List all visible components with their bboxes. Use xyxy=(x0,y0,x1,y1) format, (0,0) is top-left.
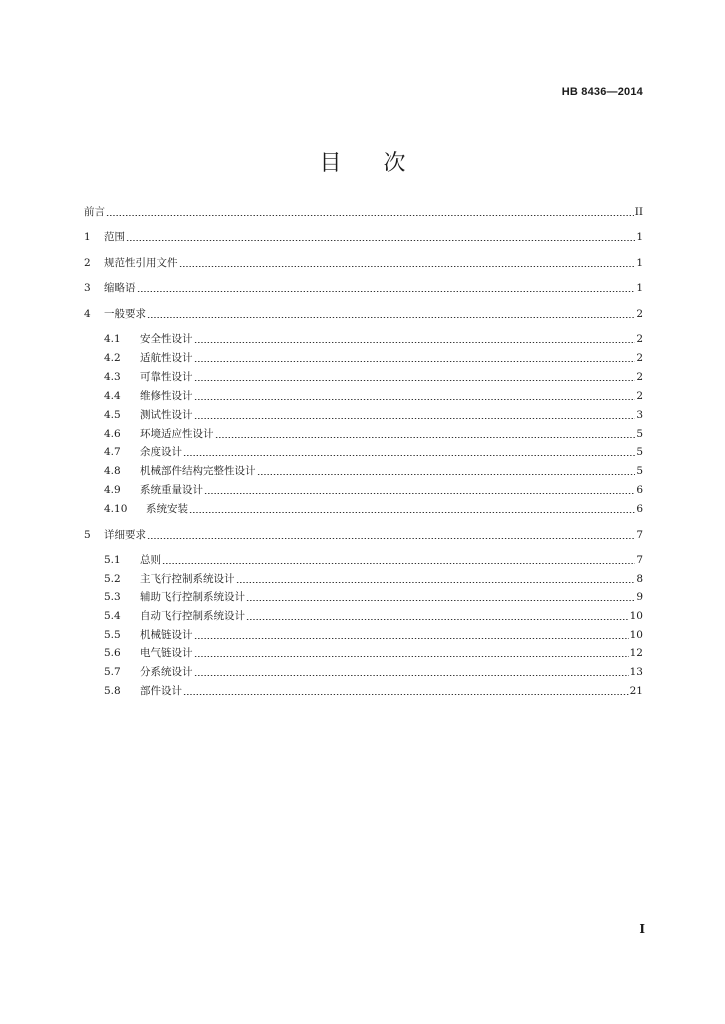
toc-entry-label: 维修性设计 xyxy=(140,390,193,402)
toc-entry[interactable] xyxy=(84,646,643,660)
toc-dot-leader xyxy=(194,675,629,676)
toc-entry-label: 范围 xyxy=(104,231,125,243)
toc-entry-number: 5.8 xyxy=(104,685,121,697)
page-number: I xyxy=(639,922,645,936)
toc-entry[interactable] xyxy=(84,408,643,422)
toc-entry-number: 4 xyxy=(84,308,91,320)
toc-entry[interactable] xyxy=(84,502,643,516)
toc-entry-page: 10 xyxy=(629,610,643,622)
toc-entry-number: 5.5 xyxy=(104,629,121,641)
toc-dot-leader xyxy=(194,399,636,400)
toc-entry[interactable] xyxy=(84,281,643,295)
toc-entry-label: 主飞行控制系统设计 xyxy=(140,573,235,585)
toc-entry-label: 机械链设计 xyxy=(140,629,193,641)
toc-entry-page: 2 xyxy=(636,333,643,345)
toc-entry[interactable] xyxy=(84,665,643,679)
toc-dot-leader xyxy=(194,638,629,639)
toc-entry-number: 5.6 xyxy=(104,647,121,659)
toc-entry-label: 一般要求 xyxy=(104,308,146,320)
toc-dot-leader xyxy=(189,512,635,513)
toc-entry-number: 4.4 xyxy=(104,390,121,402)
toc-entry-page: 1 xyxy=(636,231,643,243)
toc-title xyxy=(0,146,725,177)
toc-title-char-2: 次 xyxy=(383,151,406,176)
toc-entry-page: 5 xyxy=(636,465,643,477)
toc-entry-number: 5.4 xyxy=(104,610,121,622)
toc-dot-leader xyxy=(236,582,636,583)
toc-entry-label: 缩略语 xyxy=(104,282,136,294)
toc-entry[interactable] xyxy=(84,256,643,270)
toc-entry-page: 7 xyxy=(636,529,643,541)
toc-entry-number: 5.1 xyxy=(104,554,121,566)
toc-entry[interactable] xyxy=(84,445,643,459)
toc-entry-label: 详细要求 xyxy=(104,529,146,541)
toc-entry-number: 4.10 xyxy=(104,503,128,515)
toc-entry[interactable] xyxy=(84,553,643,567)
toc-dot-leader xyxy=(257,474,636,475)
toc-dot-leader xyxy=(194,380,636,381)
toc-entry-label: 分系统设计 xyxy=(140,666,193,678)
toc-entry[interactable] xyxy=(84,370,643,384)
toc-entry-label: 辅助飞行控制系统设计 xyxy=(140,591,245,603)
toc-dot-leader xyxy=(162,563,635,564)
toc-entry-number: 5 xyxy=(84,529,91,541)
toc-entry-number: 4.7 xyxy=(104,446,121,458)
toc-entry-number: 4.5 xyxy=(104,409,121,421)
toc-entry-number: 4.2 xyxy=(104,352,121,364)
toc-entry-label: 系统重量设计 xyxy=(140,484,203,496)
toc-entry[interactable] xyxy=(84,590,643,604)
toc-entry[interactable] xyxy=(84,205,643,219)
toc-dot-leader xyxy=(106,215,634,216)
toc-entry-label: 适航性设计 xyxy=(140,352,193,364)
toc-dot-leader xyxy=(126,240,635,241)
toc-entry-page: 2 xyxy=(636,371,643,383)
toc-dot-leader xyxy=(194,361,636,362)
toc-entry-page: 13 xyxy=(629,666,643,678)
toc-entry-label: 可靠性设计 xyxy=(140,371,193,383)
toc-entry-label: 自动飞行控制系统设计 xyxy=(140,610,245,622)
toc-entry-page: 8 xyxy=(636,573,643,585)
toc-dot-leader xyxy=(246,600,635,601)
toc-entry-label: 环境适应性设计 xyxy=(140,428,214,440)
toc-dot-leader xyxy=(246,619,629,620)
toc-title-char-1: 目 xyxy=(319,151,342,176)
toc-entry-page: 1 xyxy=(636,282,643,294)
toc-dot-leader xyxy=(147,538,635,539)
toc-dot-leader xyxy=(194,418,636,419)
toc-entry-label: 机械部件结构完整性设计 xyxy=(140,465,256,477)
toc-entry-page: 6 xyxy=(636,503,643,515)
toc-entry-number: 4.1 xyxy=(104,333,121,345)
toc-entry[interactable] xyxy=(84,572,643,586)
toc-entry[interactable] xyxy=(84,628,643,642)
toc-dot-leader xyxy=(147,317,635,318)
toc-entry[interactable] xyxy=(84,427,643,441)
toc-entry-label: 安全性设计 xyxy=(140,333,193,345)
toc-dot-leader xyxy=(204,493,635,494)
toc-entry[interactable] xyxy=(84,483,643,497)
toc-dot-leader xyxy=(194,342,636,343)
toc-entry[interactable] xyxy=(84,351,643,365)
toc-entry-page: 12 xyxy=(629,647,643,659)
toc-entry[interactable] xyxy=(84,609,643,623)
toc-entry-number: 3 xyxy=(84,282,91,294)
toc-entry[interactable] xyxy=(84,528,643,542)
toc-entry[interactable] xyxy=(84,307,643,321)
toc-dot-leader xyxy=(179,266,636,267)
toc-entry[interactable] xyxy=(84,464,643,478)
toc-entry-number: 4.8 xyxy=(104,465,121,477)
toc-entry-number: 1 xyxy=(84,231,91,243)
toc-entry-number: 5.3 xyxy=(104,591,121,603)
toc-entry-page: 3 xyxy=(636,409,643,421)
toc-entry-page: 5 xyxy=(636,446,643,458)
toc-entry-label: 电气链设计 xyxy=(140,647,193,659)
toc-entry-page: 5 xyxy=(636,428,643,440)
toc-dot-leader xyxy=(194,656,629,657)
toc-entry-page: 9 xyxy=(636,591,643,603)
document-code: HB 8436—2014 xyxy=(561,86,643,98)
toc-entry-page: 2 xyxy=(636,308,643,320)
toc-entry[interactable] xyxy=(84,332,643,346)
toc-entry-page: 7 xyxy=(636,554,643,566)
toc-entry-page: II xyxy=(634,206,643,218)
toc-entry-label: 余度设计 xyxy=(140,446,182,458)
toc-entry-label: 前言 xyxy=(84,206,105,218)
toc-entry-label: 系统安装 xyxy=(146,503,188,515)
toc-entry-number: 2 xyxy=(84,257,91,269)
toc-entry-number: 4.6 xyxy=(104,428,121,440)
toc-entry-label: 总则 xyxy=(140,554,161,566)
toc-entry-label: 规范性引用文件 xyxy=(104,257,178,269)
toc-entry-number: 4.9 xyxy=(104,484,121,496)
toc-entry-number: 5.2 xyxy=(104,573,121,585)
toc-entry-page: 21 xyxy=(629,685,643,697)
toc-entry-label: 测试性设计 xyxy=(140,409,193,421)
toc-entry-number: 4.3 xyxy=(104,371,121,383)
toc-dot-leader xyxy=(215,437,636,438)
toc-entry-label: 部件设计 xyxy=(140,685,182,697)
toc-entry-page: 10 xyxy=(629,629,643,641)
toc-entry[interactable] xyxy=(84,684,643,698)
toc-entry-page: 6 xyxy=(636,484,643,496)
toc-dot-leader xyxy=(183,455,635,456)
toc-dot-leader xyxy=(183,694,629,695)
toc-entry[interactable] xyxy=(84,230,643,244)
toc-dot-leader xyxy=(137,291,636,292)
toc-entry-page: 2 xyxy=(636,390,643,402)
toc-entry[interactable] xyxy=(84,389,643,403)
toc-entry-page: 1 xyxy=(636,257,643,269)
toc-entry-number: 5.7 xyxy=(104,666,121,678)
toc-entry-page: 2 xyxy=(636,352,643,364)
